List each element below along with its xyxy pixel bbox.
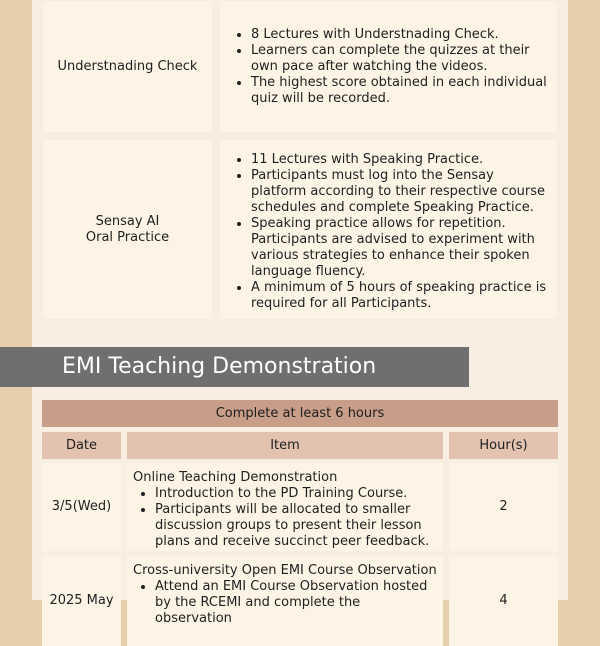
table-cell-date <box>42 463 121 551</box>
column-header-date-text: Date <box>65 438 98 453</box>
table-row <box>42 556 558 646</box>
bullet-item: • The highest score obtained in each individual quiz will be recorded. <box>251 75 550 107</box>
section-title-banner <box>0 347 469 387</box>
table-cell-hours <box>449 556 558 646</box>
bullet-item: • A minimum of 5 hours of speaking practice is required for all Participants. <box>251 280 550 312</box>
column-headers <box>42 432 558 459</box>
row-label-text: Understnading Check <box>57 58 198 74</box>
bullet-item: • Speaking practice allows for repetition. Participants are advised to experiment with various strategies to enhance their spoken language fluency. <box>251 216 550 280</box>
table-cell-hours <box>449 463 558 551</box>
date-text: 2025 May <box>49 593 114 608</box>
item-bullet-list <box>133 486 437 550</box>
table-cell-date <box>42 556 121 646</box>
item-bullet-list <box>133 579 437 627</box>
section-title: EMI Teaching Demonstration <box>62 354 377 379</box>
item-bullet: • Attend an EMI Course Observation hosted by the RCEMI and complete the observation <box>155 579 437 627</box>
column-header-item-text: Item <box>270 438 300 453</box>
item-title: Online Teaching Demonstration <box>133 470 338 485</box>
item-title: Cross-university Open EMI Course Observation <box>133 563 437 578</box>
bullet-list <box>227 152 550 312</box>
training-row-sensay-ai <box>42 139 558 320</box>
column-header-hours-text: Hour(s) <box>479 438 528 453</box>
column-header-hours <box>449 432 558 459</box>
bullet-item: • 8 Lectures with Understnading Check. <box>251 27 550 43</box>
hours-text: 4 <box>499 593 508 608</box>
column-header-item <box>127 432 443 459</box>
item-bullet: • Introduction to the PD Training Course. <box>155 486 437 502</box>
requirement-header <box>42 400 558 427</box>
column-header-date <box>42 432 121 459</box>
row-description <box>219 0 558 133</box>
row-label-line: Oral Practice <box>85 229 170 245</box>
row-label <box>42 139 213 320</box>
bullet-item: • Participants must log into the Sensay platform according to their respective course schedules and complete Speaking Practice. <box>251 168 550 216</box>
table-cell-item <box>127 463 443 551</box>
requirement-text: Complete at least 6 hours <box>215 406 385 421</box>
date-text: 3/5(Wed) <box>51 499 112 514</box>
row-label <box>42 0 213 133</box>
table-row <box>42 463 558 551</box>
bullet-item: • 11 Lectures with Speaking Practice. <box>251 152 550 168</box>
table-cell-item <box>127 556 443 646</box>
training-row-understanding-check <box>42 0 558 133</box>
hours-text: 2 <box>499 499 508 514</box>
bullet-item: • Learners can complete the quizzes at their own pace after watching the videos. <box>251 43 550 75</box>
row-label-line: Sensay AI <box>95 213 160 229</box>
bullet-list <box>227 27 550 107</box>
item-bullet: • Participants will be allocated to smaller discussion groups to present their lesson plans and receive succinct peer feedback. <box>155 502 437 550</box>
row-description <box>219 139 558 320</box>
